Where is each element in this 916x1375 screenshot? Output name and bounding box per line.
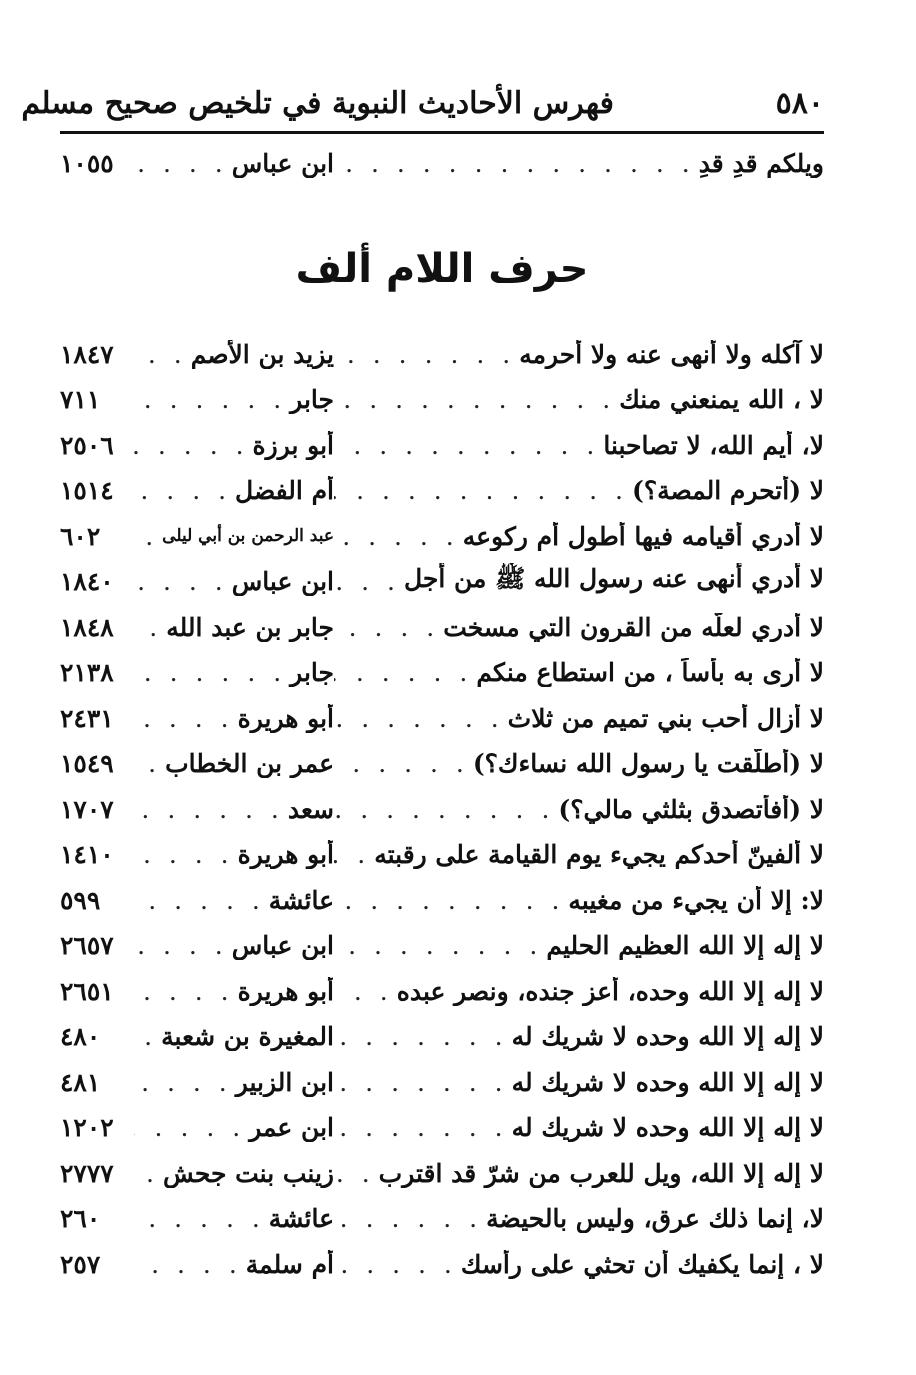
narrator-name: يزيد بن الأصم: [190, 339, 334, 369]
leader-dots: [134, 795, 288, 824]
narrator-name: المغيرة بن شعبة: [161, 1022, 334, 1051]
leader-dots: [134, 704, 238, 733]
narrator-cell: [134, 149, 334, 178]
hadith-cell: [334, 704, 824, 733]
page-number: ٥٨٠: [775, 86, 824, 121]
leader-dots: [334, 1022, 512, 1051]
narrator-cell: [134, 704, 334, 733]
hadith-cell: [334, 1068, 824, 1097]
hadith-cell: [334, 749, 824, 778]
leader-dots: [134, 1250, 246, 1279]
leader-dots: [334, 749, 473, 778]
narrator-cell: [134, 476, 334, 505]
hadith-cell: [334, 931, 824, 960]
leader-dots: [134, 567, 232, 596]
leader-dots: [334, 522, 463, 551]
index-entry: [60, 516, 824, 556]
leader-dots: [134, 385, 290, 414]
hadith-cell: [334, 840, 824, 869]
hadith-cell: [334, 522, 824, 551]
hadith-text: لا أدري أنهى عنه رسول الله ﷺ من أجل: [403, 564, 824, 593]
leader-dots: [134, 431, 253, 460]
narrator-name: جابر: [290, 385, 334, 414]
leader-dots: [334, 704, 508, 733]
index-entry: [60, 425, 824, 465]
narrator-cell: [134, 1022, 334, 1051]
hadith-cell: [334, 476, 824, 505]
leader-dots: [134, 886, 269, 915]
index-entry: [60, 1062, 824, 1102]
hadith-text: لا إله إلا الله، ويل للعرب من شرّ قد اقترب: [378, 1158, 824, 1188]
hadith-text: لا أدري أقيامه فيها أطول أم ركوعه: [462, 521, 824, 551]
hadith-text: لا ، الله يمنعني منك: [619, 385, 824, 414]
hadith-cell: [334, 795, 824, 824]
hadith-text: لا أدري لعلّه من القرون التي مسخت: [443, 612, 824, 642]
hadith-text: لا ، إنما يكفيك أن تحثي على رأسك: [460, 1249, 824, 1279]
narrator-cell: [134, 658, 334, 687]
hadith-text: لا إله إلا الله وحده لا شريك له: [511, 1022, 824, 1051]
hadith-number: ٢٥٠٦: [60, 430, 114, 460]
index-entry: [60, 1153, 824, 1193]
index-entry: [60, 971, 824, 1011]
narrator-name: ابن عمر: [249, 1113, 334, 1142]
narrator-cell: [134, 1068, 334, 1097]
hadith-text: لا إله إلا الله وحده لا شريك له: [511, 1113, 824, 1142]
leader-dots: [134, 149, 232, 178]
hadith-text: لا آكله ولا أنهى عنه ولا أحرمه: [519, 339, 824, 369]
hadith-text: لا إله إلا الله وحده لا شريك له: [511, 1067, 824, 1097]
hadith-number: ٢٧٧٧: [60, 1158, 114, 1188]
narrator-name: ابن عباس: [231, 567, 334, 596]
leader-dots: [134, 340, 191, 369]
narrator-name: زينب بنت جحش: [162, 1158, 334, 1188]
narrator-cell: [134, 749, 334, 778]
index-entry: [60, 607, 824, 647]
narrator-name: عبد الرحمن بن أبي ليلى: [162, 526, 334, 546]
index-entry: [60, 334, 824, 374]
leader-dots: [334, 1204, 486, 1233]
index-entry: [60, 789, 824, 829]
narrator-name: أبو هريرة: [237, 840, 334, 869]
leader-dots: [334, 931, 546, 960]
leader-dots: [134, 1204, 269, 1233]
leader-dots: [134, 476, 235, 505]
hadith-cell: [334, 340, 824, 369]
hadith-text: لا (أطلّقت يا رسول الله نساءك؟): [472, 749, 824, 778]
hadith-number: ٧١١: [60, 385, 101, 414]
hadith-number: ١٤١٠: [60, 840, 114, 869]
narrator-cell: [134, 1159, 334, 1188]
leader-dots: [334, 658, 476, 687]
narrator-cell: [134, 340, 334, 369]
narrator-name: ابن عباس: [231, 148, 334, 178]
leader-dots: [334, 1159, 379, 1188]
hadith-number: ١٨٤٨: [60, 612, 114, 642]
narrator-name: عمر بن الخطاب: [165, 749, 334, 778]
hadith-number: ٢٦٥٧: [60, 931, 114, 960]
hadith-number: ١٨٤٠: [60, 567, 114, 596]
leader-dots: [334, 1250, 461, 1279]
hadith-cell: [334, 563, 824, 600]
hadith-number: ١٥٤٩: [60, 749, 114, 778]
narrator-cell: [134, 795, 334, 824]
section-heading: حرف اللام ألف: [295, 246, 589, 292]
leader-dots: [134, 1068, 236, 1097]
leader-dots: [134, 1113, 249, 1142]
leader-dots: [334, 613, 443, 642]
narrator-name: جابر بن عبد الله: [166, 612, 334, 642]
narrator-name: أبو هريرة: [237, 976, 334, 1006]
hadith-text: لا: إلا أن يجيء من مغيبه: [568, 885, 824, 915]
leader-dots: [134, 840, 238, 869]
narrator-cell: [134, 931, 334, 960]
hadith-cell: [334, 431, 824, 460]
narrator-cell: [134, 1204, 334, 1233]
leader-dots: [334, 840, 374, 869]
index-entry: [60, 380, 824, 420]
hadith-number: ١٢٠٢: [60, 1113, 114, 1142]
hadith-number: ١٨٤٧: [60, 339, 114, 369]
leader-dots: [334, 340, 519, 369]
narrator-cell: [134, 840, 334, 869]
hadith-number: ٦٠٢: [60, 521, 101, 551]
hadith-cell: [334, 977, 824, 1006]
hadith-cell: [334, 385, 824, 414]
leader-dots: [134, 1022, 161, 1051]
leader-dots: [134, 931, 232, 960]
narrator-name: أبو هريرة: [237, 703, 334, 733]
index-entry: [60, 744, 824, 784]
leader-dots: [334, 476, 632, 505]
hadith-number: ١٥١٤: [60, 476, 114, 505]
index-entry: [60, 1244, 824, 1284]
hadith-number: ١٧٠٧: [60, 794, 114, 824]
hadith-number: ٤٨١: [60, 1067, 101, 1097]
index-entry: [60, 1108, 824, 1148]
narrator-name: أبو برزة: [252, 430, 334, 460]
running-title: فهرس الأحاديث النبوية في تلخيص صحيح مسلم: [21, 86, 614, 121]
hadith-number: ٢٤٣١: [60, 703, 114, 733]
index-entry: [60, 1017, 824, 1057]
hadith-cell: [334, 886, 824, 915]
hadith-number: ٢٥٧: [60, 1249, 101, 1279]
leader-dots: [134, 749, 165, 778]
index-entry: [60, 835, 824, 875]
narrator-cell: [134, 886, 334, 915]
hadith-number: ٢١٣٨: [60, 658, 114, 687]
narrator-cell: [134, 613, 334, 642]
leader-dots: [134, 1159, 163, 1188]
hadith-cell: [334, 1250, 824, 1279]
narrator-name: أم سلمة: [245, 1249, 334, 1279]
hadith-cell: [334, 658, 824, 687]
leader-dots: [334, 149, 699, 178]
leader-dots: [334, 1068, 512, 1097]
header-divider: [60, 131, 824, 134]
hadith-number: ٢٦٠: [60, 1204, 101, 1233]
leader-dots: [334, 1113, 512, 1142]
narrator-cell: [134, 522, 334, 551]
narrator-name: ابن الزبير: [235, 1067, 334, 1097]
narrator-name: جابر: [290, 658, 334, 687]
leader-dots: [334, 795, 558, 824]
hadith-number: ٢٦٥١: [60, 976, 114, 1006]
narrator-name: ابن عباس: [231, 931, 334, 960]
hadith-cell: [334, 1022, 824, 1051]
hadith-text: ويلكم قدِ قدِ: [698, 148, 824, 178]
narrator-cell: [134, 1113, 334, 1142]
hadith-cell: [334, 1113, 824, 1142]
narrator-cell: [134, 385, 334, 414]
index-entry: [60, 471, 824, 511]
index-entry: [60, 562, 824, 602]
leader-dots: [334, 977, 397, 1006]
leader-dots: [334, 886, 568, 915]
hadith-cell: [334, 1204, 824, 1233]
index-entry: [60, 653, 824, 693]
hadith-cell: [334, 149, 824, 178]
leader-dots: [334, 385, 619, 414]
hadith-cell: [334, 1159, 824, 1188]
leader-dots: [134, 977, 238, 1006]
hadith-text: لا إله إلا الله العظيم الحليم: [546, 931, 824, 960]
leader-dots: [334, 567, 404, 596]
narrator-cell: [134, 567, 334, 596]
narrator-name: أم الفضل: [235, 476, 334, 505]
hadith-text: لا، أيم الله، لا تصاحبنا: [603, 430, 824, 460]
hadith-number: ٥٩٩: [60, 885, 101, 915]
hadith-text: لا، إنما ذلك عرق، وليس بالحيضة: [486, 1204, 824, 1233]
hadith-text: لا ألفينّ أحدكم يجيء يوم القيامة على رقبته: [374, 840, 824, 869]
hadith-number: ١٠٥٥: [60, 148, 114, 178]
hadith-text: لا أرى به بأساً ، من استطاع منكم: [476, 658, 824, 687]
index-entry: [60, 880, 824, 920]
leader-dots: [134, 613, 166, 642]
leader-dots: [334, 431, 603, 460]
hadith-number: ٤٨٠: [60, 1022, 101, 1051]
hadith-text: لا (أفأتصدق بثلثي مالي؟): [558, 794, 824, 824]
narrator-cell: [134, 977, 334, 1006]
hadith-cell: [334, 613, 824, 642]
narrator-cell: [134, 431, 334, 460]
narrator-name: عائشة: [268, 1204, 334, 1233]
leader-dots: [134, 658, 290, 687]
narrator-name: عائشة: [268, 885, 334, 915]
index-entry: [60, 698, 824, 738]
hadith-text: لا إله إلا الله وحده، أعز جنده، ونصر عبده: [396, 976, 824, 1006]
index-entry: [60, 143, 824, 183]
narrator-cell: [134, 1250, 334, 1279]
hadith-text: لا أزال أحب بني تميم من ثلاث: [507, 703, 824, 733]
narrator-name: سعد: [287, 794, 334, 824]
index-entry: [60, 1199, 824, 1239]
leader-dots: [134, 522, 162, 551]
index-entry: [60, 926, 824, 966]
hadith-text: لا (أتحرم المصة؟): [631, 476, 824, 505]
page-header: [21, 78, 824, 130]
